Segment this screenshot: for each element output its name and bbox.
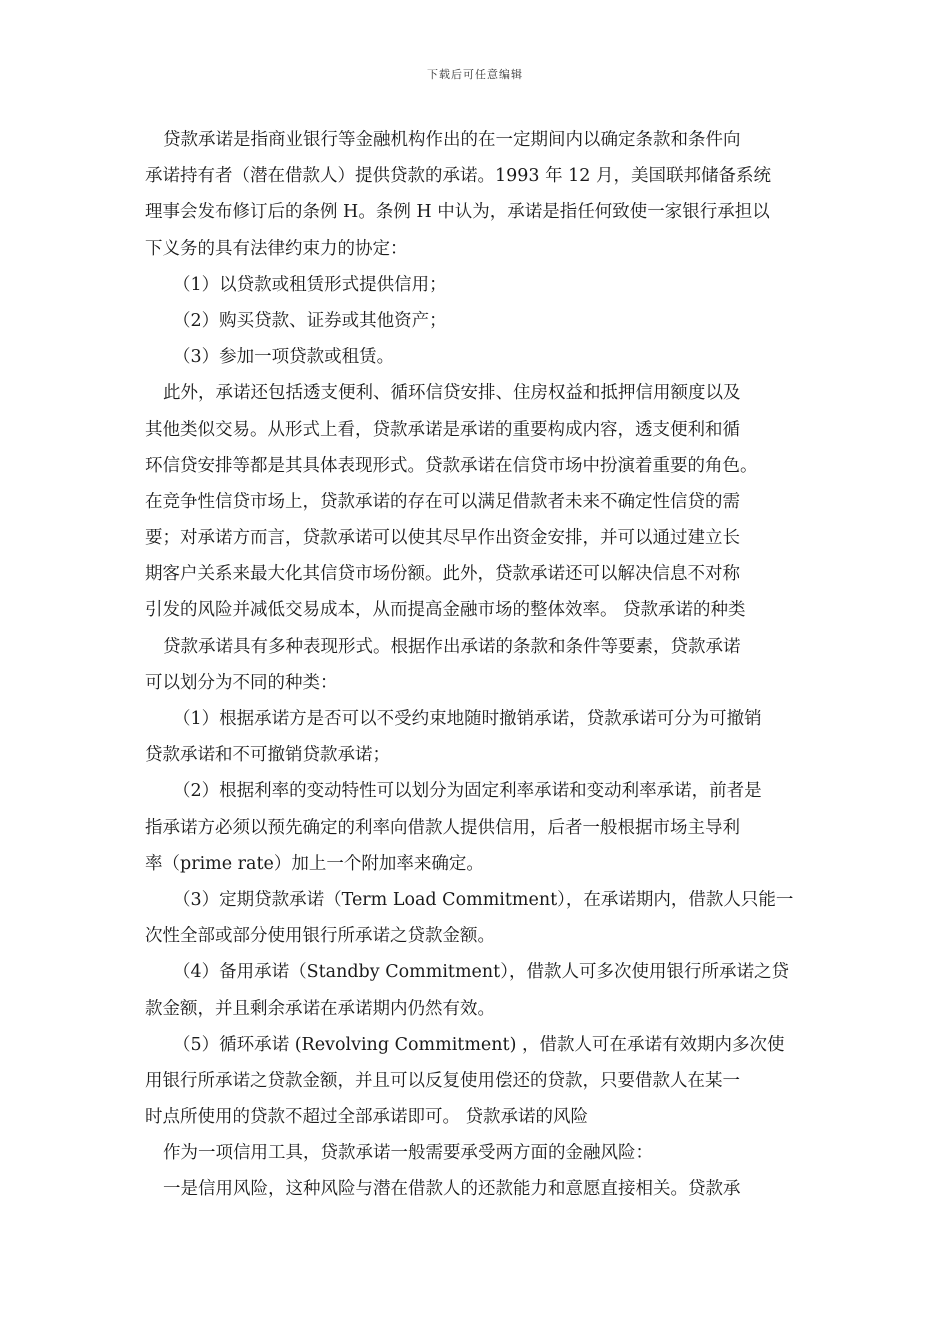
list-item: （3）参加一项贷款或租赁。 xyxy=(173,347,395,368)
text-line: 一是信用风险，这种风险与潜在借款人的还款能力和意愿直接相关。贷款承 xyxy=(163,1179,741,1200)
text-line: 用银行所承诺之贷款金额，并且可以反复使用偿还的贷款，只要借款人在某一 xyxy=(145,1070,740,1091)
text-line: 引发的风险并减低交易成本，从而提高金融市场的整体效率。 贷款承诺的种类 xyxy=(145,600,746,621)
text-line: 下义务的具有法律约束力的协定： xyxy=(145,238,408,259)
text-line: 贷款承诺和不可撤销贷款承诺； xyxy=(145,745,390,766)
text-line: 款金额，并且剩余承诺在承诺期内仍然有效。 xyxy=(145,998,495,1019)
text-line: 期客户关系来最大化其信贷市场份额。此外，贷款承诺还可以解决信息不对称 xyxy=(145,564,740,585)
text-line: 贷款承诺是指商业银行等金融机构作出的在一定期间内以确定条款和条件向 xyxy=(163,130,741,150)
list-item: （2）根据利率的变动特性可以划分为固定利率承诺和变动利率承诺，前者是 xyxy=(173,781,762,802)
list-item: （1）根据承诺方是否可以不受约束地随时撤销承诺，贷款承诺可分为可撤销 xyxy=(173,709,762,729)
text-line: 指承诺方必须以预先确定的利率向借款人提供信用，后者一般根据市场主导利 xyxy=(145,817,740,838)
text-line: 在竞争性信贷市场上，贷款承诺的存在可以满足借款者未来不确定性信贷的需 xyxy=(145,491,740,512)
document-body xyxy=(145,122,810,1208)
list-item: （4）备用承诺（Standby Commitment），借款人可多次使用银行所承诺之贷 xyxy=(173,962,789,983)
list-item: （5）循环承诺 (Revolving Commitment) ，借款人可在承诺有效期内多次使 xyxy=(173,1034,785,1055)
text-line: 环信贷安排等都是其具体表现形式。贷款承诺在信贷市场中扮演着重要的角色。 xyxy=(145,455,758,476)
text-line: 贷款承诺具有多种表现形式。根据作出承诺的条款和条件等要素，贷款承诺 xyxy=(163,636,741,657)
text-line: 时点所使用的贷款不超过全部承诺即可。 贷款承诺的风险 xyxy=(145,1107,589,1128)
text-line: 率（prime rate）加上一个附加率来确定。 xyxy=(145,853,484,874)
text-line: 可以划分为不同的种类： xyxy=(145,672,338,693)
text-line: 次性全部或部分使用银行所承诺之贷款金额。 xyxy=(145,926,495,947)
text-line: 承诺持有者（潜在借款人）提供贷款的承诺。1993 年 12 月，美国联邦储备系统 xyxy=(145,166,771,187)
text-line: 理事会发布修订后的条例 H。条例 H 中认为，承诺是指任何致使一家银行承担以 xyxy=(145,202,770,223)
text-line: 要；对承诺方而言，贷款承诺可以使其尽早作出资金安排，并可以通过建立长 xyxy=(145,528,740,549)
page-header: 下载后可任意编辑 xyxy=(427,68,523,81)
text-line: 其他类似交易。从形式上看，贷款承诺是承诺的重要构成内容，透支便利和循 xyxy=(145,419,740,440)
list-item: （1）以贷款或租赁形式提供信用； xyxy=(173,274,447,295)
list-item: （3）定期贷款承诺（Term Load Commitment），在承诺期内，借款人只能一 xyxy=(173,889,794,910)
text-line: 此外，承诺还包括透支便利、循环信贷安排、住房权益和抵押信用额度以及 xyxy=(163,383,741,404)
list-item: （2）购买贷款、证券或其他资产； xyxy=(173,310,447,331)
text-line: 作为一项信用工具，贷款承诺一般需要承受两方面的金融风险： xyxy=(163,1143,653,1164)
